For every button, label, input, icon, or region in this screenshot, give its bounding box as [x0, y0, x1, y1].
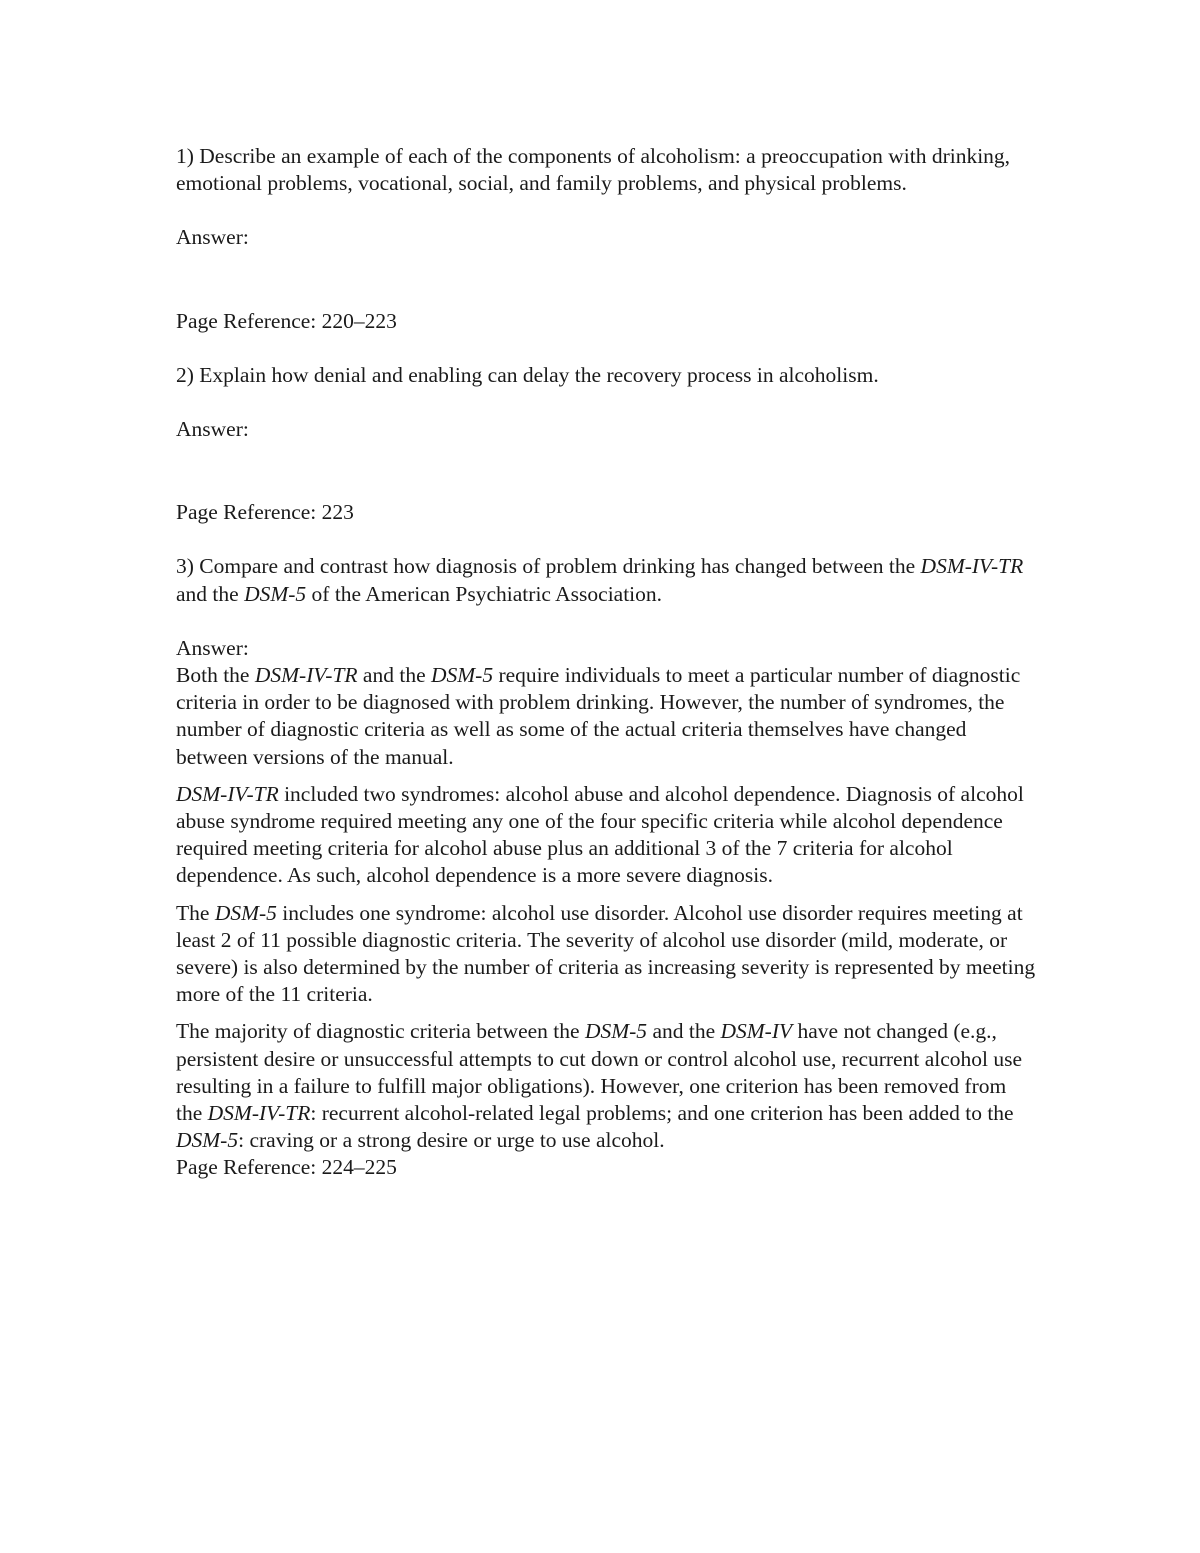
para3-italic-1: DSM-5	[214, 900, 277, 925]
para4-text-5: : craving or a strong desire or urge to use alcohol.	[238, 1128, 665, 1153]
page-reference-2: Page Reference: 223	[176, 500, 354, 525]
para4-italic-4: DSM-5	[176, 1128, 239, 1153]
answer-paragraph-2	[176, 781, 1036, 890]
answer-paragraph-3	[176, 900, 1036, 1009]
answer-paragraph-1	[176, 662, 1036, 771]
para4-italic-2: DSM-IV	[720, 1019, 793, 1044]
para2-text-1: included two syndromes: alcohol abuse and alcohol dependence. Diagnosis of alcohol abuse syndrome required meeting any one of the four specific criteria while alcohol dependence required meeting criteria for alcohol abuse plus an additional 3 of the 7 criteria for alcohol dependence. As such, alcohol dependence is a more severe diagnosis.	[176, 781, 1024, 888]
para4-text-1: The majority of diagnostic criteria between the	[176, 1019, 585, 1044]
para3-text-2: includes one syndrome: alcohol use disorder. Alcohol use disorder requires meeting at least 2 of 11 possible diagnostic criteria. The severity of alcohol use disorder (mild, moderate, or severe) is also determined by the number of criteria as increasing severity is represented by meeting more of the 11 criteria.	[176, 900, 1036, 1007]
question-3	[176, 553, 1036, 607]
answer-label-2: Answer:	[176, 417, 249, 442]
para4-text-4: : recurrent alcohol-related legal problems; and one criterion has been added to the	[310, 1101, 1014, 1126]
para4-text-3: have not changed (e.g., persistent desire or unsuccessful attempts to cut down or control alcohol use, recurrent alcohol use resulting in a failure to fulfill major obligations). However, one criterion has been removed from the	[176, 1019, 1023, 1126]
para1-text-3: require individuals to meet a particular number of diagnostic criteria in order to be diagnosed with problem drinking. However, the number of syndromes, the number of diagnostic criteria as well as some of the actual criteria themselves have changed between versions of the manual.	[176, 663, 1021, 769]
question-3-text-2: and the	[176, 581, 245, 606]
question-1: 1) Describe an example of each of the components of alcoholism: a preoccupation with drinking, emotional problems, vocational, social, and family problems, and physical problems.	[176, 144, 1011, 196]
para4-italic-3: DSM-IV-TR	[207, 1101, 311, 1126]
answer-paragraph-4	[176, 1018, 1036, 1154]
para4-text-2: and the	[647, 1019, 721, 1044]
document-page	[176, 143, 1036, 1182]
question-3-text-1: 3) Compare and contrast how diagnosis of problem drinking has changed between the	[176, 554, 921, 579]
para3-text-1: The	[176, 900, 215, 925]
para4-italic-1: DSM-5	[584, 1019, 648, 1044]
para1-text-1: Both the	[176, 663, 255, 688]
answer-label-3: Answer:	[176, 635, 249, 660]
page-reference-1: Page Reference: 220–223	[176, 308, 397, 333]
para2-italic-1: DSM-IV-TR	[176, 781, 279, 806]
answer-label-1: Answer:	[176, 225, 249, 250]
question-2: 2) Explain how denial and enabling can delay the recovery process in alcoholism.	[176, 362, 879, 387]
question-3-italic-1: DSM-IV-TR	[920, 554, 1024, 579]
page-reference-3: Page Reference: 224–225	[176, 1155, 397, 1180]
para1-text-2: and the	[357, 663, 431, 688]
question-3-italic-2: DSM-5	[244, 581, 307, 606]
para1-italic-2: DSM-5	[430, 663, 494, 688]
question-3-text-3: of the American Psychiatric Association.	[306, 581, 663, 606]
para1-italic-1: DSM-IV-TR	[254, 663, 358, 688]
